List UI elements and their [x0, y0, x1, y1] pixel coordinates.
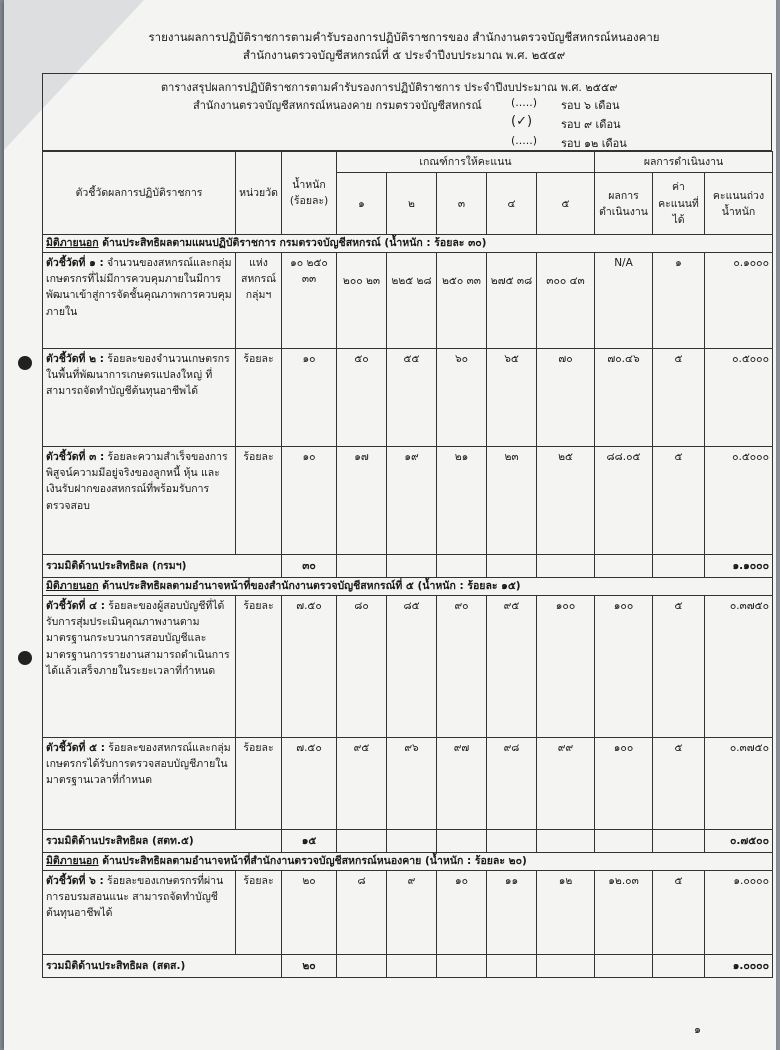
section-title: ด้านประสิทธิผลตามแผนปฏิบัติราชการ กรมตรวจบัญชีสหกรณ์ (น้ำหนัก : ร้อยละ ๓๐): [102, 237, 487, 250]
header-result: ผลการดำเนินงาน: [595, 173, 653, 235]
score-value: ๕: [653, 870, 705, 954]
indicator-text: ร้อยละของเกษตรกรที่ผ่านการอบรมสอนแนะ สามารถจัดทำบัญชีต้นทุนอาชีพได้: [46, 874, 224, 920]
document-page: [4, 0, 776, 1050]
sum-weighted: ๐.๗๕๐๐: [705, 829, 773, 852]
score-value: ๕: [653, 348, 705, 446]
indicator-label: ตัวชี้วัดที่ ๒ :: [46, 352, 104, 365]
criteria-level-5: ๑๒: [537, 870, 595, 954]
criteria-level-3: ๒๕๐ ๓๓: [437, 252, 487, 348]
score-value: ๕: [653, 737, 705, 829]
criteria-level-1: ๕๐: [337, 348, 387, 446]
performance-table: [42, 151, 773, 978]
indicator-unit: ร้อยละ: [236, 870, 282, 954]
indicator-unit: ร้อยละ: [236, 348, 282, 446]
indicator-label: ตัวชี้วัดที่ ๓ :: [46, 450, 105, 463]
section-sum-row: [43, 954, 773, 977]
report-title-line2: สำนักงานตรวจบัญชีสหกรณ์ที่ ๕ ประจำปีงบประมาณ พ.ศ. ๒๕๕๙: [242, 48, 566, 62]
round-12-label: รอบ ๑๒ เดือน: [561, 137, 627, 150]
section-dim-label: มิติภายนอก: [46, 580, 99, 593]
indicator-row: [43, 595, 773, 737]
criteria-level-5: ๗๐: [537, 348, 595, 446]
result-value: ๗๐.๔๖: [595, 348, 653, 446]
section-title: ด้านประสิทธิผลตามอำนาจหน้าที่ของสำนักงานตรวจบัญชีสหกรณ์ที่ ๕ (น้ำหนัก : ร้อยละ ๑๕): [102, 580, 521, 593]
indicator-unit: ร้อยละ: [236, 595, 282, 737]
indicator-row: [43, 870, 773, 954]
criteria-level-2: ๒๒๕ ๒๘: [387, 252, 437, 348]
weighted-value: ๐.๓๗๕๐: [705, 737, 773, 829]
criteria-level-3: ๙๐: [437, 595, 487, 737]
indicator-label: ตัวชี้วัดที่ ๖ :: [46, 874, 104, 887]
round-9-mark: (✓): [511, 114, 533, 129]
indicator-row: [43, 737, 773, 829]
weighted-value: ๑.๐๐๐๐: [705, 870, 773, 954]
section-row: [43, 235, 773, 253]
indicator-row: [43, 446, 773, 554]
punch-hole: [18, 651, 32, 665]
criteria-level-1: ๒๐๐ ๒๓: [337, 252, 387, 348]
result-value: ๑๒.๐๓: [595, 870, 653, 954]
section-dim-label: มิติภายนอก: [46, 855, 99, 868]
criteria-level-4: ๖๕: [487, 348, 537, 446]
sum-weight: ๓๐: [282, 554, 337, 577]
criteria-level-4: ๒๓: [487, 446, 537, 554]
page-number: ๑: [694, 1023, 701, 1036]
header-indicator: ตัวชี้วัดผลการปฏิบัติราชการ: [43, 152, 236, 235]
indicator-label: ตัวชี้วัดที่ ๕ :: [46, 741, 105, 754]
criteria-level-1: ๑๗: [337, 446, 387, 554]
header-level-3: ๓: [437, 173, 487, 235]
indicator-label: ตัวชี้วัดที่ ๔ :: [46, 599, 105, 612]
indicator-label: ตัวชี้วัดที่ ๑ :: [46, 256, 104, 269]
indicator-weight: ๒๐: [282, 870, 337, 954]
report-title-line1: รายงานผลการปฏิบัติราชการตามคำรับรองการปฏิบัติราชการของ สำนักงานตรวจบัญชีสหกรณ์หนองคาย: [148, 30, 660, 44]
criteria-level-1: ๙๕: [337, 737, 387, 829]
indicator-weight: ๑๐ ๒๕๐ ๓๓: [282, 252, 337, 348]
criteria-level-3: ๙๗: [437, 737, 487, 829]
criteria-level-4: ๑๑: [487, 870, 537, 954]
criteria-level-5: ๙๙: [537, 737, 595, 829]
criteria-level-4: ๙๘: [487, 737, 537, 829]
header-weight: น้ำหนัก (ร้อยละ): [282, 152, 337, 235]
score-value: ๕: [653, 595, 705, 737]
sum-label: รวมมิติด้านประสิทธิผล (สตส.): [43, 954, 282, 977]
summary-line1: ตารางสรุปผลการปฏิบัติราชการตามคำรับรองการปฏิบัติราชการ ประจำปีงบประมาณ พ.ศ. ๒๕๕๙: [161, 81, 618, 94]
sum-weight: ๑๕: [282, 829, 337, 852]
indicator-weight: ๑๐: [282, 348, 337, 446]
criteria-level-2: ๑๙: [387, 446, 437, 554]
punch-hole: [18, 356, 32, 370]
section-title: ด้านประสิทธิผลตามอำนาจหน้าที่สำนักงานตรวจบัญชีสหกรณ์หนองคาย (น้ำหนัก : ร้อยละ ๒๐): [102, 855, 527, 868]
indicator-text: ร้อยละความสำเร็จของการพิสูจน์ความมีอยู่จริงของลูกหนี้ หุ้น และเงินรับฝากของสหกรณ์ที่พร้อมรับการตรวจสอบ: [46, 450, 228, 512]
criteria-level-1: ๘: [337, 870, 387, 954]
sum-label: รวมมิติด้านประสิทธิผล (สตท.๕): [43, 829, 282, 852]
criteria-level-4: ๒๗๕ ๓๘: [487, 252, 537, 348]
header-level-5: ๕: [537, 173, 595, 235]
indicator-text: ร้อยละของสหกรณ์และกลุ่มเกษตรกรได้รับการตรวจสอบบัญชีภายในมาตรฐานเวลาที่กำหนด: [46, 741, 231, 787]
indicator-unit: ร้อยละ: [236, 446, 282, 554]
header-level-2: ๒: [387, 173, 437, 235]
summary-box: [42, 73, 772, 151]
header-score: ค่าคะแนนที่ได้: [653, 173, 705, 235]
indicator-text: ร้อยละของผู้สอบบัญชีที่ได้รับการสุ่มประเมินคุณภาพงานตามมาตรฐานกระบวนการสอบบัญชีและมาตรฐานการรายงานสามารถดำเนินการได้แล้วเสร็จภายในระยะเวลาที่กำหนด: [46, 599, 230, 677]
weighted-value: ๐.๕๐๐๐: [705, 348, 773, 446]
indicator-text: จำนวนของสหกรณ์และกลุ่มเกษตรกรที่ไม่มีการควบคุมภายในมีการพัฒนาเข้าสู่การจัดชั้นคุณภาพการควบคุมภายใน: [46, 256, 232, 318]
round-6-mark: (.....): [511, 96, 538, 109]
sum-weighted: ๑.๐๐๐๐: [705, 954, 773, 977]
indicator-row: [43, 348, 773, 446]
criteria-level-5: ๑๐๐: [537, 595, 595, 737]
summary-line2: สำนักงานตรวจบัญชีสหกรณ์หนองคาย กรมตรวจบัญชีสหกรณ์: [193, 99, 482, 112]
sum-label: รวมมิติด้านประสิทธิผล (กรมฯ): [43, 554, 282, 577]
indicator-unit: แห่ง สหกรณ์ กลุ่มฯ: [236, 252, 282, 348]
round-6-label: รอบ ๖ เดือน: [561, 99, 620, 112]
result-value: ๘๘.๐๕: [595, 446, 653, 554]
header-results: ผลการดำเนินงาน: [595, 152, 773, 173]
sum-weight: ๒๐: [282, 954, 337, 977]
criteria-level-5: ๓๐๐ ๔๓: [537, 252, 595, 348]
criteria-level-2: ๘๕: [387, 595, 437, 737]
indicator-weight: ๗.๕๐: [282, 595, 337, 737]
sum-weighted: ๑.๑๐๐๐: [705, 554, 773, 577]
indicator-text: ร้อยละของจำนวนเกษตรกรในพื้นที่พัฒนาการเกษตรแปลงใหญ่ ที่สามารถจัดทำบัญชีต้นทุนอาชีพได้: [46, 352, 230, 398]
weighted-value: ๐.๑๐๐๐: [705, 252, 773, 348]
criteria-level-3: ๖๐: [437, 348, 487, 446]
result-value: ๑๐๐: [595, 737, 653, 829]
section-row: [43, 578, 773, 596]
criteria-level-2: ๕๕: [387, 348, 437, 446]
section-dim-label: มิติภายนอก: [46, 237, 99, 250]
round-12-mark: (.....): [511, 134, 538, 147]
header-level-4: ๔: [487, 173, 537, 235]
header-unit: หน่วยวัด: [236, 152, 282, 235]
score-value: ๑: [653, 252, 705, 348]
criteria-level-2: ๙๖: [387, 737, 437, 829]
round-9-label: รอบ ๙ เดือน: [561, 118, 621, 131]
criteria-level-5: ๒๕: [537, 446, 595, 554]
indicator-row: [43, 252, 773, 348]
result-value: N/A: [595, 252, 653, 348]
indicator-weight: ๗.๕๐: [282, 737, 337, 829]
criteria-level-1: ๘๐: [337, 595, 387, 737]
criteria-level-4: ๙๕: [487, 595, 537, 737]
header-level-1: ๑: [337, 173, 387, 235]
section-row: [43, 853, 773, 871]
indicator-unit: ร้อยละ: [236, 737, 282, 829]
criteria-level-3: ๑๐: [437, 870, 487, 954]
header-criteria: เกณฑ์การให้คะแนน: [337, 152, 595, 173]
section-sum-row: [43, 554, 773, 577]
criteria-level-2: ๙: [387, 870, 437, 954]
section-sum-row: [43, 829, 773, 852]
criteria-level-3: ๒๑: [437, 446, 487, 554]
weighted-value: ๐.๓๗๕๐: [705, 595, 773, 737]
result-value: ๑๐๐: [595, 595, 653, 737]
weighted-value: ๐.๕๐๐๐: [705, 446, 773, 554]
indicator-weight: ๑๐: [282, 446, 337, 554]
score-value: ๕: [653, 446, 705, 554]
header-weighted: คะแนนถ่วงน้ำหนัก: [705, 173, 773, 235]
